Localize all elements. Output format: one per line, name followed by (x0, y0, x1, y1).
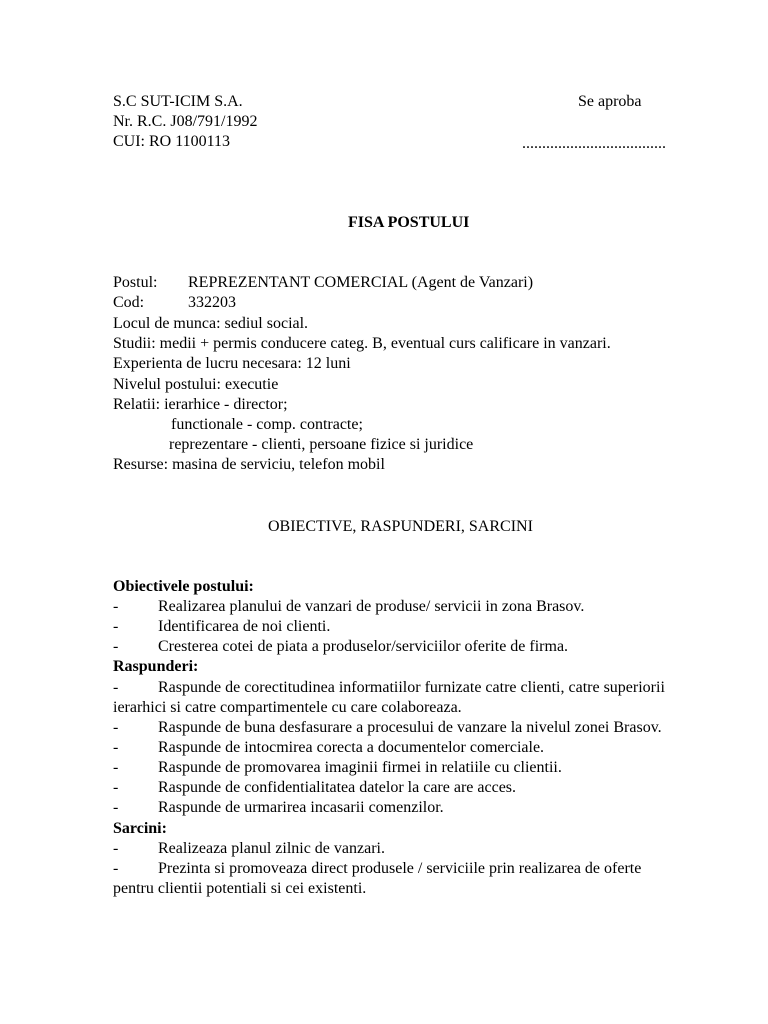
relations-row: Relatii: ierarhice - director; (113, 396, 288, 413)
list-item (113, 839, 385, 859)
list-dash: - (113, 679, 119, 696)
list-item-text: Realizeaza planul zilnic de vanzari. (158, 840, 385, 857)
list-item (113, 678, 665, 698)
list-item-text: Cresterea cotei de piata a produselor/serviciilor oferite de firma. (158, 638, 569, 655)
job-code-label: Cod: (113, 294, 145, 311)
list-item (113, 859, 641, 879)
list-item (113, 718, 662, 738)
tax-id: CUI: RO 1100113 (113, 133, 231, 150)
list-item (113, 798, 444, 818)
list-item-continuation: ierarhici si catre compartimentele cu care colaboreaza. (113, 699, 462, 716)
list-dash: - (113, 860, 119, 877)
tasks-heading: Sarcini: (113, 820, 167, 837)
list-item (113, 738, 544, 758)
list-dash: - (113, 618, 119, 635)
list-dash: - (113, 840, 119, 857)
list-item-text: Realizarea planului de vanzari de produse/ servicii in zona Brasov. (158, 598, 585, 615)
company-name: S.C SUT-ICIM S.A. (113, 93, 243, 110)
list-item (113, 597, 584, 617)
list-item-text: Raspunde de buna desfasurare a procesului de vanzare la nivelul zonei Brasov. (158, 719, 662, 736)
list-dash: - (113, 779, 119, 796)
list-item (113, 617, 330, 637)
list-item-text: Raspunde de promovarea imaginii firmei in relatiile cu clientii. (158, 759, 562, 776)
list-item (113, 758, 562, 778)
section-title: OBIECTIVE, RASPUNDERI, SARCINI (268, 518, 533, 535)
list-item (113, 778, 516, 798)
job-title-label: Postul: (113, 274, 158, 291)
list-item-text: Identificarea de noi clienti. (158, 618, 331, 635)
list-dash: - (113, 598, 119, 615)
list-item-text: Prezinta si promoveaza direct produsele / serviciile prin realizarea de oferte (158, 860, 642, 877)
job-title-value: REPREZENTANT COMERCIAL (Agent de Vanzari) (188, 274, 534, 291)
job-code-row (113, 293, 236, 313)
job-title-row (113, 273, 533, 293)
level-row: Nivelul postului: executie (113, 376, 279, 393)
studies-row: Studii: medii + permis conducere categ. B, eventual curs calificare in vanzari. (113, 335, 611, 352)
workplace-row: Locul de munca: sediul social. (113, 315, 309, 332)
document-title: FISA POSTULUI (348, 214, 470, 231)
relations-functional-row: functionale - comp. contracte; (171, 416, 363, 433)
signature-line: .................................... (522, 135, 666, 152)
relations-representation-row: reprezentare - clienti, persoane fizice si juridice (169, 436, 474, 453)
list-item-continuation: pentru clientii potentiali si cei existenti. (113, 880, 367, 897)
list-item-text: Raspunde de intocmirea corecta a documentelor comerciale. (158, 739, 545, 756)
responsibilities-heading: Raspunderi: (113, 658, 199, 675)
approval-label: Se aproba (578, 93, 642, 110)
registration-number: Nr. R.C. J08/791/1992 (113, 113, 258, 130)
list-dash: - (113, 719, 119, 736)
resources-row: Resurse: masina de serviciu, telefon mobil (113, 456, 385, 473)
list-dash: - (113, 759, 119, 776)
list-item-text: Raspunde de urmarirea incasarii comenzilor. (158, 799, 444, 816)
list-item (113, 637, 568, 657)
list-dash: - (113, 638, 119, 655)
objectives-heading: Obiectivele postului: (113, 578, 254, 595)
experience-row: Experienta de lucru necesara: 12 luni (113, 355, 351, 372)
list-dash: - (113, 799, 119, 816)
list-item-text: Raspunde de corectitudinea informatiilor furnizate catre clienti, catre superiorii (158, 679, 665, 696)
list-item-text: Raspunde de confidentialitatea datelor la care are acces. (158, 779, 517, 796)
list-dash: - (113, 739, 119, 756)
job-code-value: 332203 (188, 294, 236, 311)
